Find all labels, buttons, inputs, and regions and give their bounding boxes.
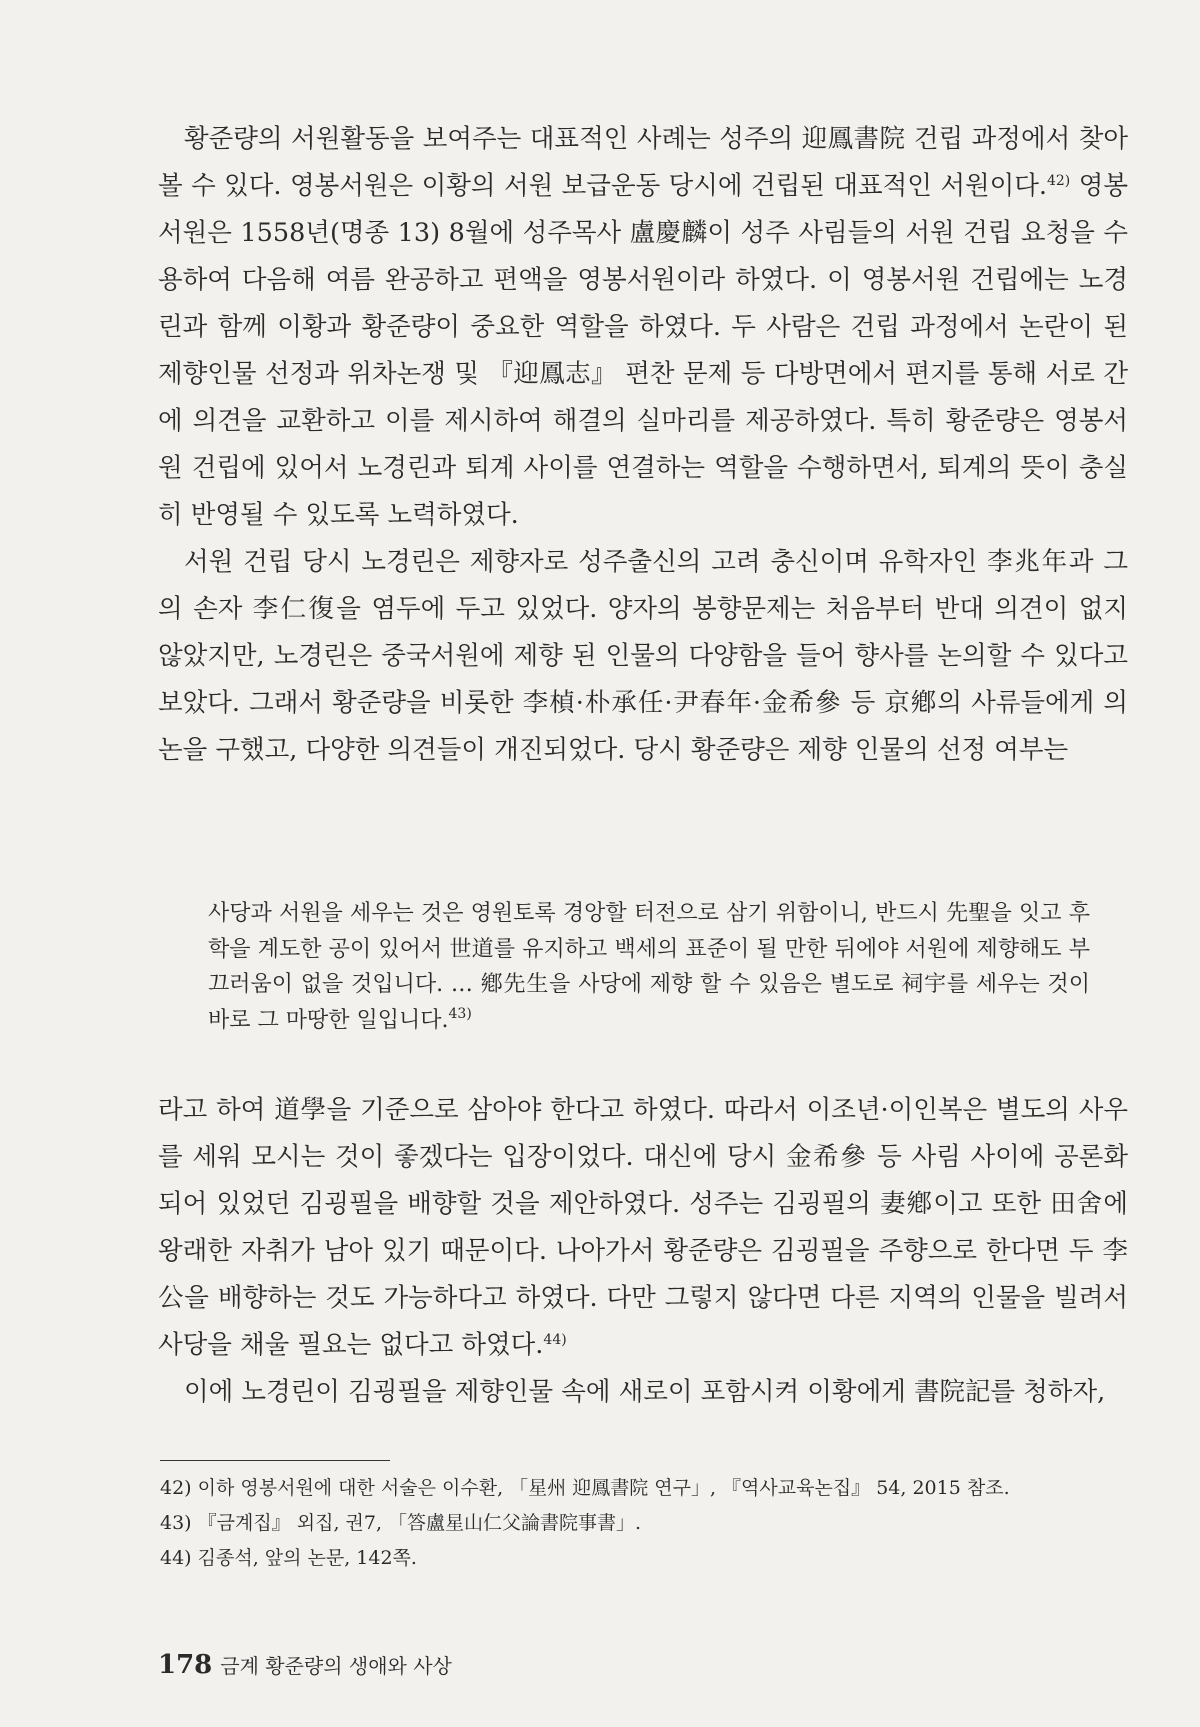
footnote-divider [160,1460,390,1461]
body-paragraph-4 [158,1369,1128,1416]
footnote-ref-44: 44) [543,1332,567,1348]
footnote-ref-42: 42) [1046,173,1071,189]
body-paragraph-1 [158,116,1128,539]
quote-text: 사당과 서원을 세우는 것은 영원토록 경앙할 터전으로 삼기 위함이니, 반드시 先聖을 잇고 후학을 계도한 공이 있어서 世道를 유지하고 백세의 표준이 될 만한 뒤에야 서원에 제향해도 부끄러움이 없을 것입니다. … 鄕先生을 사당에 제향 할 수 있음은 별도로 祠宇를 세우는 것이 바로 그 마땅한 일입니다. [208,901,1090,1033]
footnote-44: 44) 김종석, 앞의 논문, 142쪽. [160,1547,417,1569]
body-paragraph-3 [158,1087,1128,1369]
running-title: 금계 황준량의 생애와 사상 [220,1654,452,1678]
paragraph-text: 황준량의 서원활동을 보여주는 대표적인 사례는 성주의 迎鳳書院 건립 과정에서 찾아 볼 수 있다. 영봉서원은 이황의 서원 보급운동 당시에 건립된 대표적인 서원이다. [158,124,1128,201]
paragraph-text: 영봉서원은 1558년(명종 13) 8월에 성주목사 盧慶麟이 성주 사림들의 서원 건립 요청을 수용하여 다음해 여름 완공하고 편액을 영봉서원이라 하였다. 이 영봉서원 건립에는 노경린과 함께 이황과 황준량이 중요한 역할을 하였다. 두 사람은 건립 과정에서 논란이 된 제향인물 선정과 위차논쟁 및 『迎鳳志』 편찬 문제 등 다방면에서 편지를 통해 서로 간에 의견을 교환하고 이를 제시하여 해결의 실마리를 제공하였다. 특히 황준량은 영봉서원 건립에 있어서 노경린과 퇴계 사이를 연결하는 역할을 수행하면서, 퇴계의 뜻이 충실히 반영될 수 있도록 노력하였다. [158,171,1128,530]
footnote-ref-43: 43) [448,1005,472,1022]
page-footer [158,1650,452,1680]
footnote-43: 43) 『금계집』 외집, 권7, 「答盧星山仁父論書院事書」. [160,1512,642,1534]
paragraph-text: 라고 하여 道學을 기준으로 삼아야 한다고 하였다. 따라서 이조년·이인복은 별도의 사우를 세워 모시는 것이 좋겠다는 입장이었다. 대신에 당시 金希參 등 사림 사이에 공론화 되어 있었던 김굉필을 배향할 것을 제안하였다. 성주는 김굉필의 妻鄕이고 또한 田舍에 왕래한 자취가 남아 있기 때문이다. 나아가서 황준량은 김굉필을 주향으로 한다면 두 李公을 배향하는 것도 가능하다고 하였다. 다만 그렇지 않다면 다른 지역의 인물을 빌려서 사당을 채울 필요는 없다고 하였다. [158,1095,1128,1360]
page-number: 178 [158,1650,213,1680]
paragraph-text: 서원 건립 당시 노경린은 제향자로 성주출신의 고려 충신이며 유학자인 李兆年과 그의 손자 李仁復을 염두에 두고 있었다. 양자의 봉향문제는 처음부터 반대 의견이 없지 않았지만, 노경린은 중국서원에 제향 된 인물의 다양함을 들어 향사를 논의할 수 있다고 보았다. 그래서 황준량을 비롯한 李楨·朴承任·尹春年·金希參 등 京鄕의 사류들에게 의논을 구했고, 다양한 의견들이 개진되었다. 당시 황준량은 제향 인물의 선정 여부는 [158,547,1128,765]
body-paragraph-2 [158,539,1128,774]
block-quote [208,896,1090,1038]
paragraph-text: 이에 노경린이 김굉필을 제향인물 속에 새로이 포함시켜 이황에게 書院記를 청하자, [184,1377,1106,1407]
footnote-42: 42) 이하 영봉서원에 대한 서술은 이수환, 「星州 迎鳳書院 연구」, 『역사교육논집』 54, 2015 참조. [160,1477,1010,1499]
